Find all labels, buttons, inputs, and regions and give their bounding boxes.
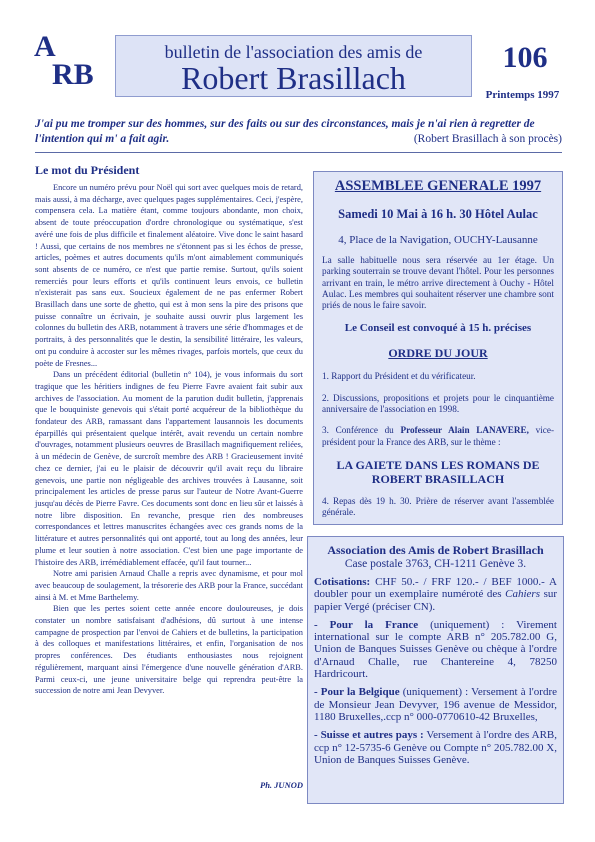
president-signature: Ph. JUNOD — [260, 780, 303, 790]
france-details: Virement international sur le compte ARB n° 205.782.00 G, Union de Banques Suisses Genève ou chèque à l'ordre d'Arnaud Challe, rue Chantereine 4, 78250 Hardricourt. — [314, 618, 557, 681]
assembly-title: ASSEMBLEE GENERALE 1997 — [334, 178, 542, 194]
epigraph — [35, 117, 562, 147]
belgique-qualifier: (uniquement) : — [402, 686, 469, 699]
numbered-note-end: sur papier Vergé (préciser CN). — [314, 588, 558, 613]
general-assembly-box — [313, 171, 563, 525]
agenda-item: 1. Rapport du Président et du vérificateur. — [322, 371, 476, 382]
suisse-details: Versement à l'ordre des ARB, ccp n° 12-5735-6 Genève ou Compte n° 205.782.00 X, Union de Banques Suisses Genève. — [314, 729, 557, 766]
association-postal-address: Case postale 3763, CH-1211 Genève 3. — [344, 558, 527, 570]
assembly-address: 4, Place de la Navigation, OUCHY-Lausanne — [338, 234, 538, 246]
lecture-title: LA GAIETE DANS LES ROMANS DE ROBERT BRASILLACH — [336, 457, 540, 486]
divider — [35, 152, 562, 153]
payment-suisse — [314, 729, 557, 766]
agenda-title: ORDRE DU JOUR — [388, 346, 488, 361]
assembly-date: Samedi 10 Mai à 16 h. 30 Hôtel Aulac — [338, 207, 538, 221]
numbered-note: A doubler pour un exemplaire numéroté des — [314, 576, 557, 601]
president-heading: Le mot du Président — [35, 163, 140, 177]
agenda-item-text: vice-président pour la France des ARB, sur le thème : — [322, 425, 555, 447]
issue-season: Printemps 1997 — [485, 89, 560, 101]
fees-block — [314, 576, 557, 613]
fees-values: CHF 50.- / FRF 120.- / BEF 1000.- — [375, 576, 545, 588]
article-paragraph: Bien que les pertes soient cette année encore douloureuses, je dois constater un nombre satisfaisant d'adhésions, dû surtout à une intense campagne de prospection par l'envoi de Cahiers et de bulletins, la participation à des colloques et manifestations littéraires, et enfin, l'organisation de nos propres conférences. Des étudiants enthousiastes nous rejoignent régulièrement, marquant ainsi l'émergence d'une nouvelle génération d'ARB. Parmi ceux-ci, une jeune universitaire belge qui reprendra peut-être la succession de notre ami Jean Devyver. — [35, 604, 303, 696]
agenda-item: 4. Repas dès 19 h. 30. Prière de réserver avant l'assemblée générale. — [322, 495, 554, 518]
agenda-item — [322, 425, 554, 448]
epigraph-attribution: (Robert Brasillach à son procès) — [413, 133, 562, 145]
payment-france — [314, 619, 557, 680]
payment-belgique — [314, 686, 557, 723]
assembly-info: La salle habituelle nous sera réservée au 1er étage. Un parking souterrain se trouve devant l'hôtel. Pour les personnes arrivant en train, le métro arrive directement à Ouchy - Hôtel Aulac. Les membres qui souhaitent réserver une chambre sont priés de nous le faire savoir. — [322, 256, 554, 312]
agenda-item: 2. Discussions, propositions et projets pour le cinquantième anniversaire de l'association en 1998. — [322, 392, 554, 415]
masthead-banner — [115, 35, 472, 97]
belgique-details: Versement à l'ordre de Monsieur Jean Devyver, 196 avenue de Messidor, 1180 Bruxelles,.ccp n° 000-0770610-42 Bruxelles, — [314, 686, 557, 723]
belgique-label: - Pour la Belgique — [314, 686, 400, 699]
agenda-item-text: 3. Conférence du — [322, 425, 394, 436]
masthead-subtitle: bulletin de l'association des amis de — [164, 42, 423, 62]
masthead-title: Robert Brasillach — [181, 60, 406, 96]
association-box — [307, 536, 564, 804]
epigraph-text: J'ai pu me tromper sur des hommes, sur des faits ou sur des circonstances, mais je n'ai rien à regretter de l'intention qui m' a fait agir. — [35, 118, 535, 145]
lecturer-name: Professeur Alain LANAVERE, — [400, 425, 529, 436]
council-notice: Le Conseil est convoqué à 15 h. précises — [344, 322, 532, 335]
article-paragraph: Encore un numéro prévu pour Noël qui sort avec quelques mois de retard, mais aussi, à ma décharge, avec quelques pages supplémentaires. Ceci, j'espère, compensera cela. La matière étant, comme toujours abondante, mon choix, absent de toute préoccupation d'ordre chronologique ou systématique, s'est avéré une fois de plus difficile et finalement aléatoire. Vive donc le saint hasard ! Aussi, que certains de nos membres ne s'étonnent pas si les échos de presse, articles, poèmes et autres documents qu'ils m'ont aimablement communiqués sont absents de ce numéro, ce n'est que partie remise. Surtout, qu'ils soient remerciés pour leurs efforts et qu'ils continuent leurs envois, ce bulletin n'existerait pas sans eux. Soucieux également de ne pas enfermer Robert Brasillach dans une sorte de ghetto, qui est à mon sens la pire des prisons que puisse connaître un écrivain, je souhaite aussi ouvrir plus largement les colonnes du bulletin des ARB, notamment à travers une série d'hommages et de portraits, à des personnalités que le destin, la sensibilité littéraire, les valeurs, ont pu conduire à accoster sur les mêmes rivages, parfois mortels, que ceux du poète de Fresnes... — [35, 183, 303, 368]
france-qualifier: (uniquement) : — [430, 618, 505, 631]
article-paragraph: Notre ami parisien Arnaud Challe a repris avec dynamisme, et pour mol avec beaucoup de soulagement, la trésorerie des ARB pour la France, succédant ainsi à M. et Mme Barthelemy. — [35, 569, 303, 602]
france-label: - Pour la France — [314, 618, 419, 631]
logo-letter-a: A — [34, 30, 56, 63]
association-title: Association des Amis de Robert Brasillach — [327, 543, 544, 557]
suisse-label: - Suisse et autres pays : — [314, 729, 424, 742]
president-article — [35, 182, 303, 697]
cahiers-title: Cahiers — [505, 588, 540, 601]
fees-label: Cotisations: — [314, 576, 371, 588]
logo-letters-rb: RB — [52, 58, 94, 91]
issue-number: 106 — [502, 41, 548, 74]
article-paragraph: Dans un précédent éditorial (bulletin n° 104), je vous informais du sort tragique que les héritiers indignes de feu Pierre Favre avaient fait subir aux archives de l'association. Au moment de la parution dudit bulletin, j'apprenais que le bouquiniste genevois qui s'était porté acquéreur de la bibliothèque du fondateur des ARB, ramassant dans l'appartement lausannois les documents éparpillés qui présentaient quelque intérêt, avait revendu un certain nombre d'ouvrages, notamment plusieurs oeuvres de Brasillach magnifiquement reliées, à un médecin de Genève, de surcroît membre des ARB ! Gracieusement invité chez ce dernier, j'ai eu le plaisir de découvrir qu'il avait reçu du libraire genevois, une partie non négligeable des archives trouvées à Lausanne, soit principalement les articles de presse parus sur l'auteur de Notre Avant-Guerre jusqu'au décès de Pierre Favre. Ces documents sont donc en lieu sûr et laissés à notre libre disposition. En revanche, presque rien des nombreuses correspondances et lettres manuscrites échangées avec ces grands noms de la littérature et autres personnalités qui ont apporté, tout au long des années, leur plume et leur soutien à notre association. C'est bien une page importante de l'histoire des ARB, irrémédiablement effacée, qu'il faut tourner... — [35, 370, 303, 567]
